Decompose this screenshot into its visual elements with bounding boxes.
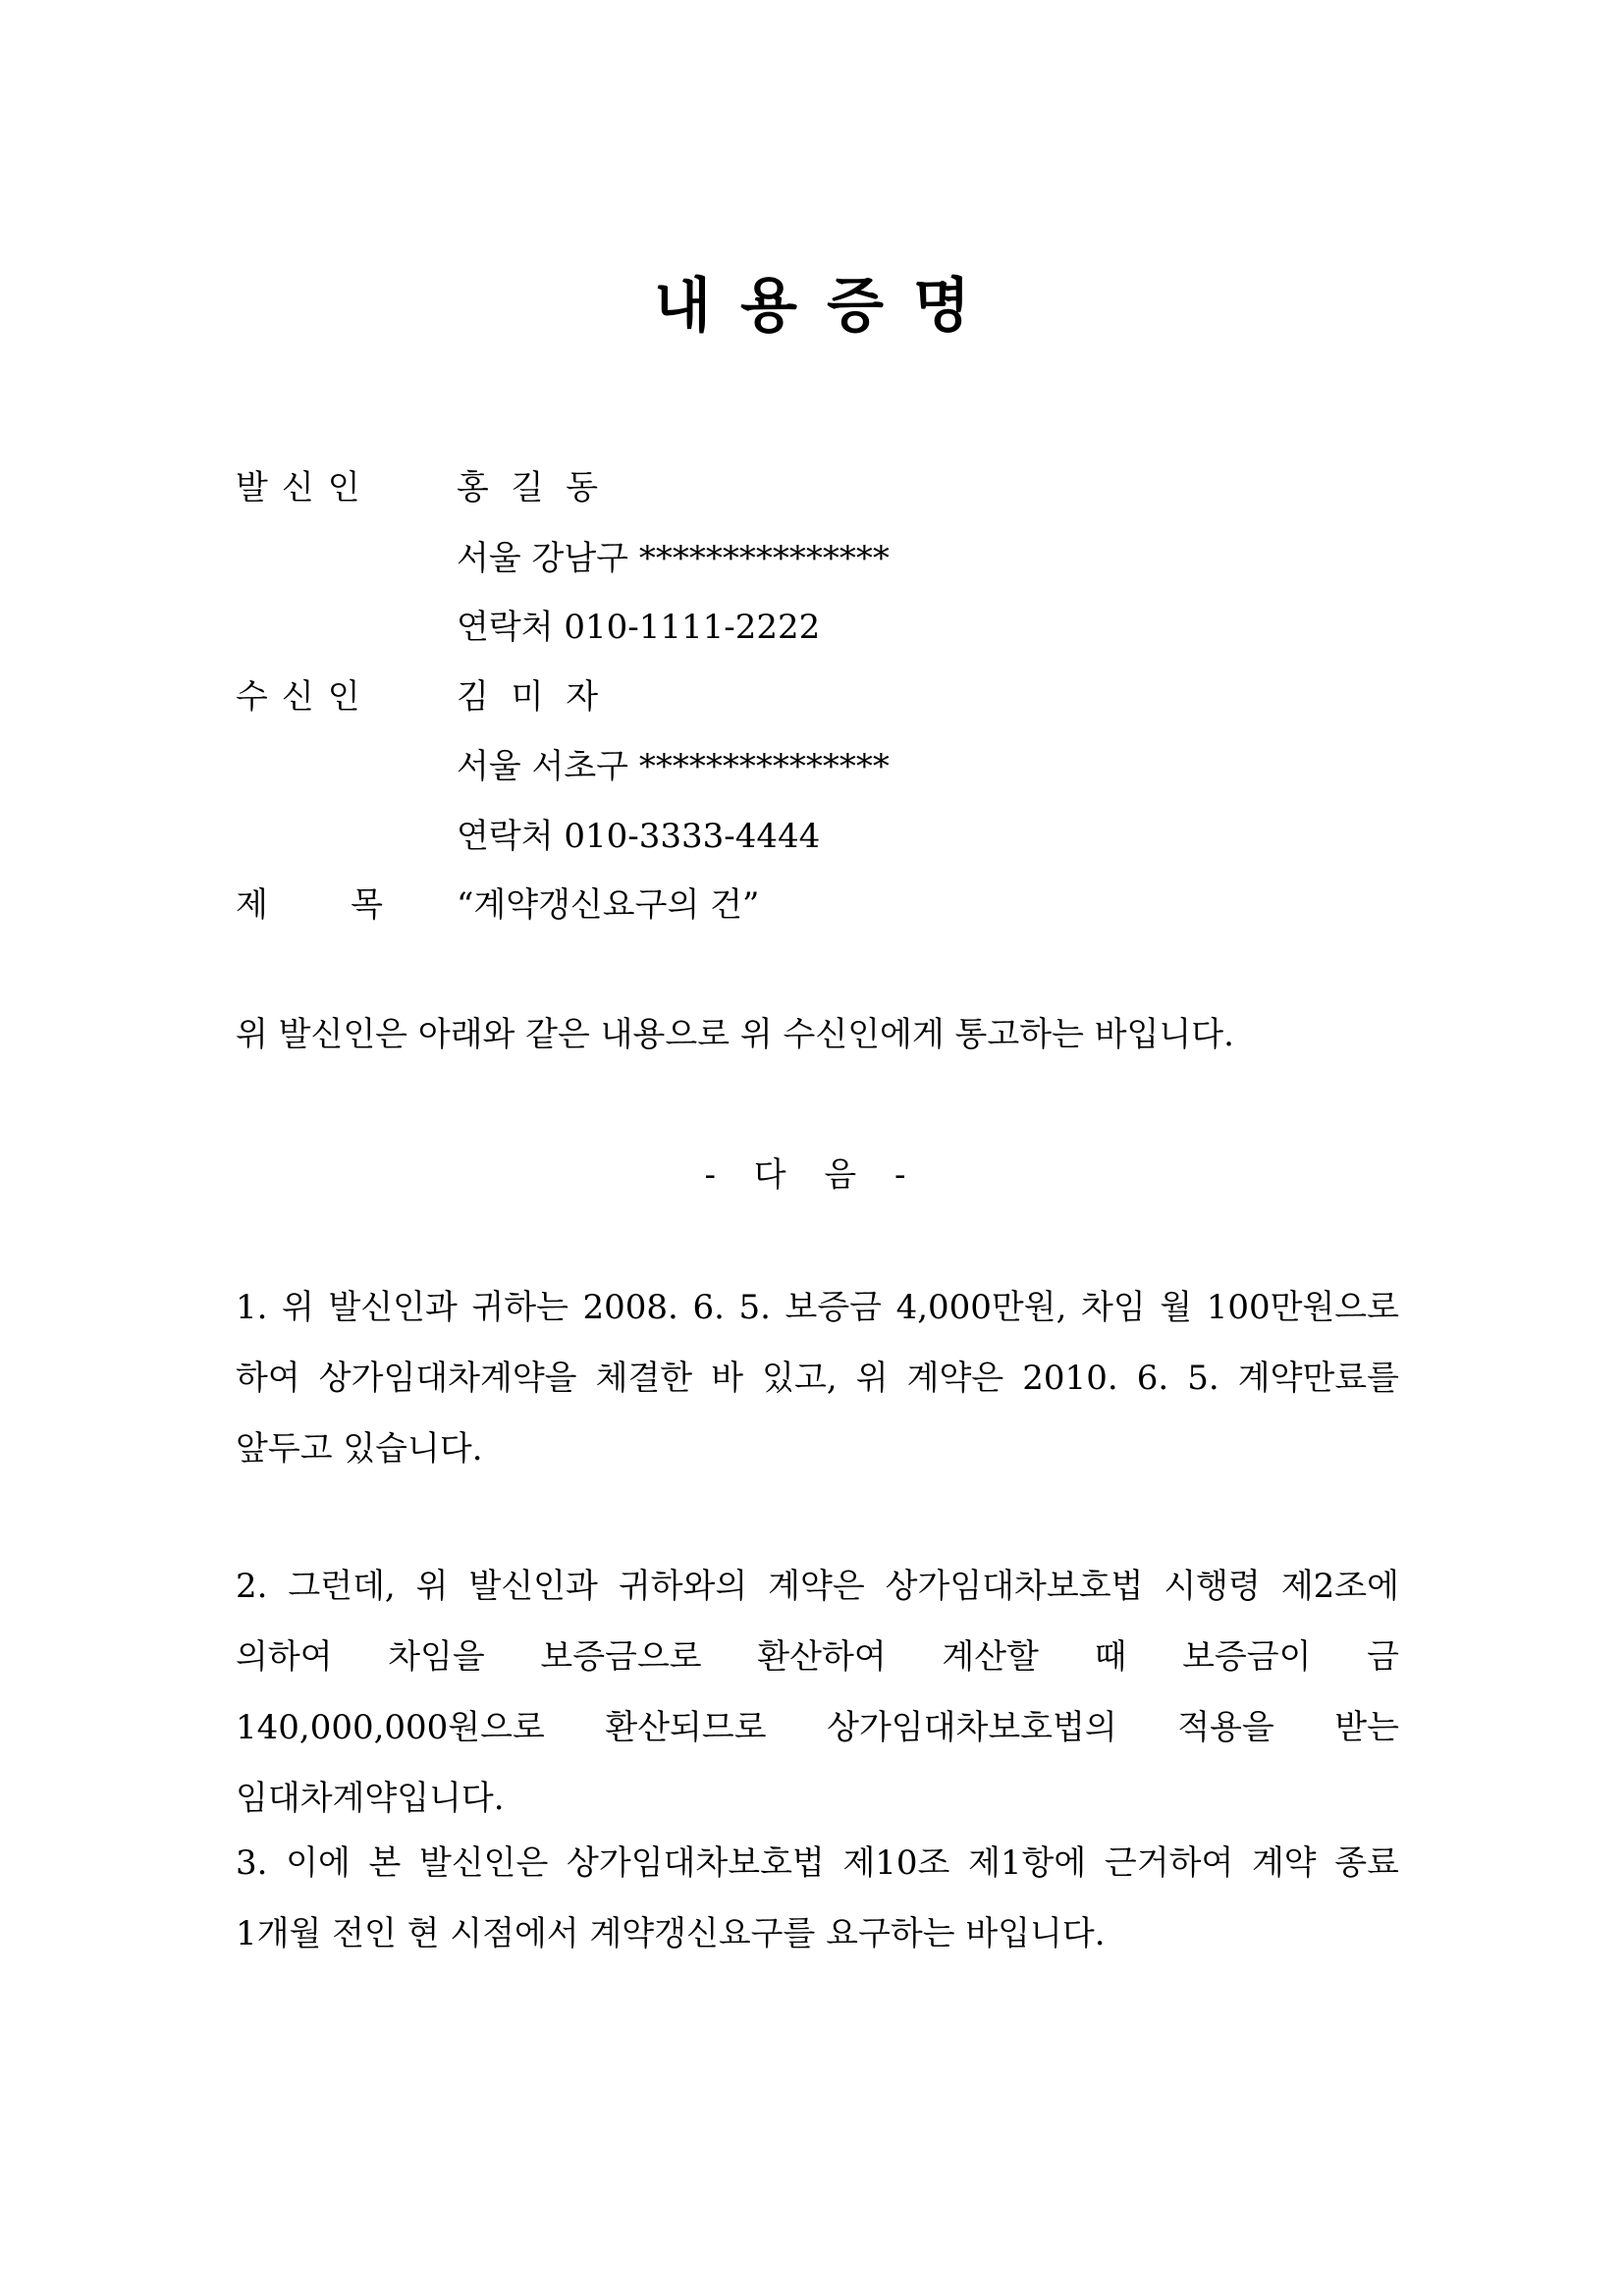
paragraph-2 (236, 1551, 1399, 1834)
subject-value: “계약갱신요구의 건” (457, 885, 760, 925)
recipient-address: 서울 서초구 *************** (457, 747, 890, 786)
subject-label-left: 제 (236, 885, 268, 925)
recipient-name: 김 미 자 (457, 677, 605, 717)
sender-contact: 연락처 010-1111-2222 (457, 608, 821, 647)
section-divider: - 다 음 - (704, 1155, 920, 1195)
paragraph-text: 2. 그런데, 위 발신인과 귀하와의 계약은 상가임대차보호법 시행령 제2조에 의하여 차임을 보증금으로 환산하여 계산할 때 보증금이 금 140,000,000원으로 환산되므로 상가임대차보호법의 적용을 받는 임대차계약입니다. (236, 1567, 1399, 1818)
sender-name: 홍 길 동 (457, 468, 605, 507)
recipient-label: 수신인 (236, 677, 374, 717)
sender-address: 서울 강남구 *************** (457, 539, 890, 578)
paragraph-3 (236, 1828, 1399, 1969)
paragraph-text: 1. 위 발신인과 귀하는 2008. 6. 5. 보증금 4,000만원, 차임 월 100만원으로 하여 상가임대차계약을 체결한 바 있고, 위 계약은 2010. 6. 5. 계약만료를 앞두고 있습니다. (236, 1288, 1399, 1468)
subject-label-right: 목 (351, 885, 383, 925)
paragraph-1 (236, 1272, 1399, 1484)
intro-text: 위 발신인은 아래와 같은 내용으로 위 수신인에게 통고하는 바입니다. (236, 1015, 1234, 1054)
subject-label (236, 883, 383, 927)
document-title: 내용증명 (654, 272, 1000, 341)
sender-label: 발신인 (236, 468, 374, 507)
paragraph-text: 3. 이에 본 발신인은 상가임대차보호법 제10조 제1항에 근거하여 계약 종료 1개월 전인 현 시점에서 계약갱신요구를 요구하는 바입니다. (236, 1843, 1399, 1953)
recipient-contact: 연락처 010-3333-4444 (457, 817, 821, 856)
